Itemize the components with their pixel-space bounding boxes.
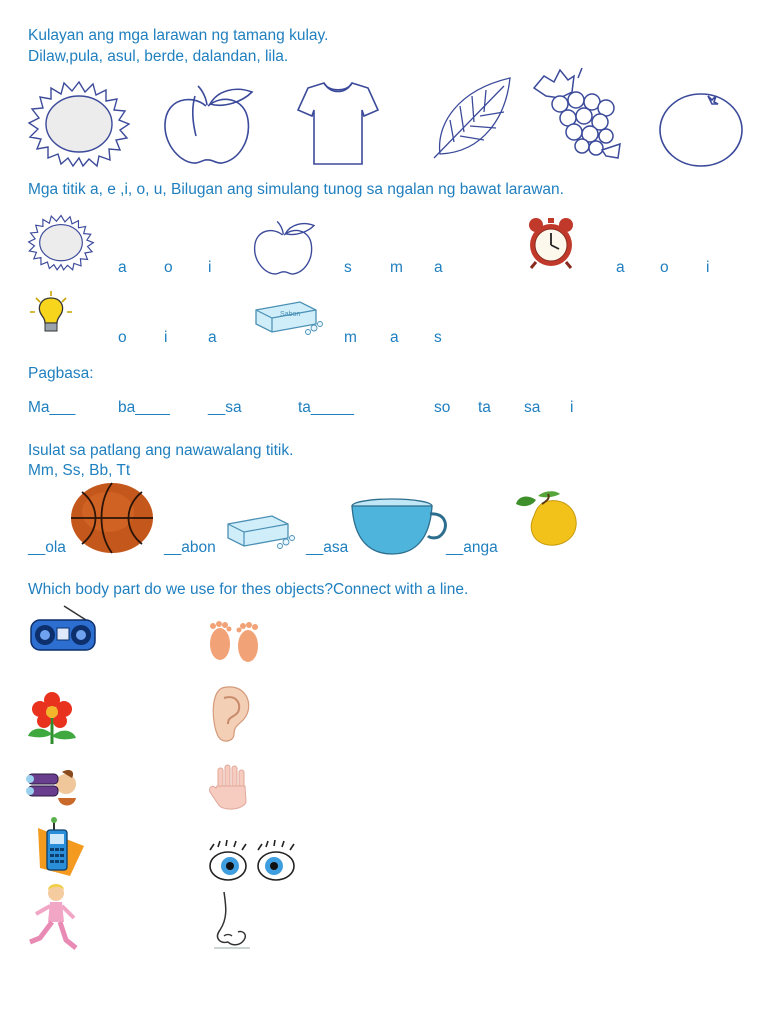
flower-icon[interactable] (26, 690, 78, 746)
vowel-choice[interactable]: o (118, 329, 127, 346)
vowel-choice[interactable]: i (706, 259, 710, 276)
soap-icon (250, 298, 324, 340)
small-apple-icon (252, 220, 316, 276)
radio-icon[interactable] (28, 604, 98, 656)
vowel-choice[interactable]: i (208, 259, 212, 276)
reading-syllable: ta (478, 399, 491, 416)
reading-word: ba____ (118, 399, 170, 416)
apple-icon (162, 84, 254, 166)
blank-word[interactable]: __abon (164, 539, 216, 556)
reading-syllable: sa (524, 399, 541, 416)
mango-icon (514, 488, 580, 548)
shirt-icon (296, 80, 380, 166)
reading-word: ta_____ (298, 399, 355, 416)
reading-word: Ma___ (28, 399, 76, 416)
orange-icon (658, 90, 744, 168)
soap-watermark: Sabon (280, 311, 301, 318)
sun-icon (28, 80, 130, 166)
vowel-choice[interactable]: i (164, 329, 168, 346)
instruction-vowels: Mga titik a, e ,i, o, u, Bilugan ang simulang tunog sa ngalan ng bawat larawan. (28, 181, 564, 198)
color-list: Dilaw,pula, asul, berde, dalandan, lila. (28, 48, 289, 65)
eyes-icon[interactable] (206, 840, 300, 884)
walking-girl-icon[interactable] (26, 882, 82, 952)
blank-word[interactable]: __anga (446, 539, 498, 556)
reading-syllable: i (570, 399, 574, 416)
soap-icon (222, 512, 296, 554)
blank-word[interactable]: __ola (28, 539, 66, 556)
blank-word[interactable]: __asa (306, 539, 349, 556)
basketball-icon (70, 482, 154, 554)
missing-letter-title: Isulat sa patlang ang nawawalang titik. (28, 442, 294, 459)
small-sun-icon (28, 214, 94, 270)
reading-title: Pagbasa: (28, 365, 94, 382)
letter-choice[interactable]: m (344, 329, 357, 346)
cup-icon (350, 498, 450, 556)
leaf-icon (434, 76, 514, 160)
alarm-clock-icon (524, 216, 578, 270)
letter-choice[interactable]: m (390, 259, 403, 276)
hand-icon[interactable] (208, 764, 254, 812)
instruction-color: Kulayan ang mga larawan ng tamang kulay. (28, 27, 329, 44)
letter-choice[interactable]: s (434, 329, 442, 346)
vowel-choice[interactable]: o (164, 259, 173, 276)
ear-icon[interactable] (208, 684, 254, 744)
grapes-icon (530, 66, 626, 162)
letter-options: Mm, Ss, Bb, Tt (28, 462, 131, 479)
vowel-choice[interactable]: a (118, 259, 127, 276)
feet-icon[interactable] (206, 618, 262, 664)
reading-syllable: so (434, 399, 451, 416)
vowel-choice[interactable]: a (208, 329, 217, 346)
binoculars-icon[interactable] (26, 768, 80, 810)
letter-choice[interactable]: a (434, 259, 443, 276)
reading-word: __sa (208, 399, 242, 416)
vowel-choice[interactable]: o (660, 259, 669, 276)
lightbulb-icon (28, 290, 74, 336)
letter-choice[interactable]: s (344, 259, 352, 276)
phone-icon[interactable] (34, 816, 88, 878)
body-part-title: Which body part do we use for thes objects?Connect with a line. (28, 581, 469, 598)
vowel-choice[interactable]: a (616, 259, 625, 276)
nose-icon[interactable] (210, 890, 256, 952)
letter-choice[interactable]: a (390, 329, 399, 346)
